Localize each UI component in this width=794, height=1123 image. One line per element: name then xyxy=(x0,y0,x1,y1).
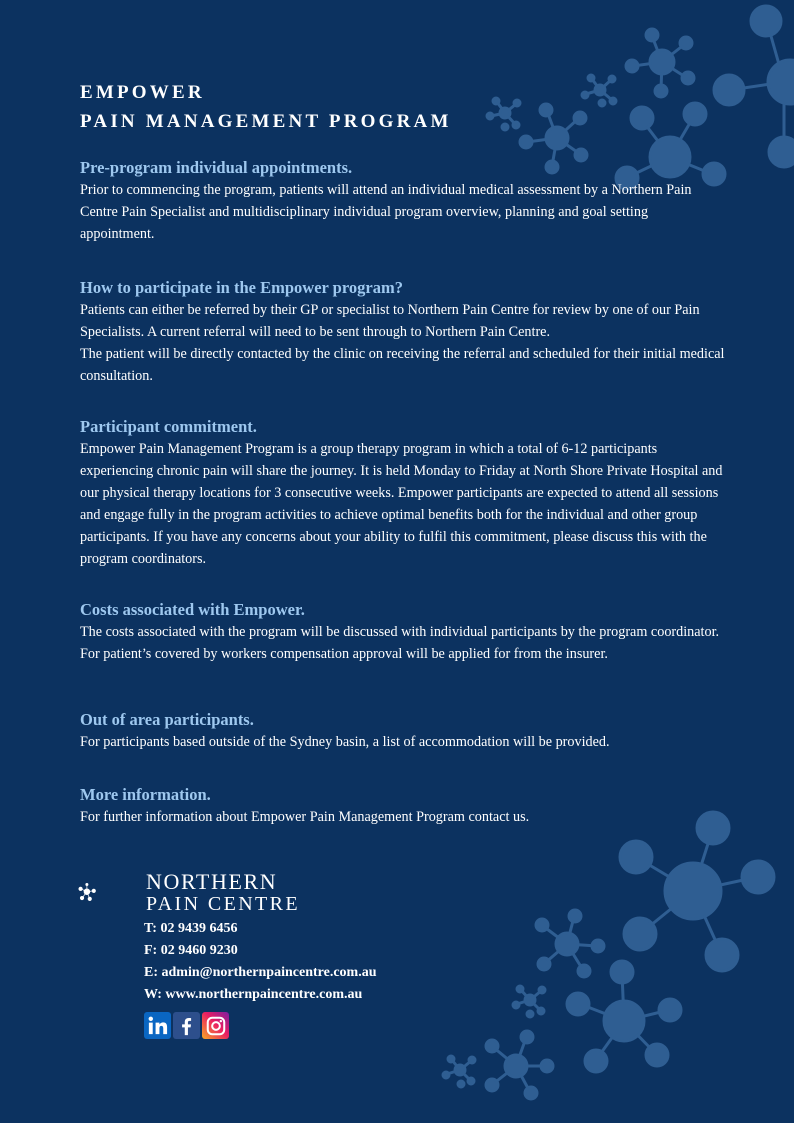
facebook-icon[interactable] xyxy=(173,1012,200,1039)
section-heading: Pre-program individual appointments. xyxy=(80,158,353,177)
section-heading: More information. xyxy=(80,785,211,804)
page-title xyxy=(80,78,452,136)
linkedin-icon[interactable] xyxy=(144,1012,171,1039)
section-text: The costs associated with the program will be discussed with individual participants by the program coordinator. For patient’s covered by workers compensation approval will be applied for from the insurer. xyxy=(80,624,720,662)
section-pre-program xyxy=(80,157,725,245)
fax-number: F: 02 9460 9230 xyxy=(144,943,238,958)
logo-line-1: NORTHERN xyxy=(146,869,278,894)
section-how-to-participate xyxy=(80,277,728,387)
title-line-1: EMPOWER xyxy=(80,82,205,103)
section-text: Patients can either be referred by their GP or specialist to Northern Pain Centre for review by one of our Pain Specialists. A current referral will need to be sent through to Northern Pain Centre. xyxy=(80,302,700,340)
section-text: For participants based outside of the Sydney basin, a list of accommodation will be provided. xyxy=(80,734,610,750)
section-text: Empower Pain Management Program is a group therapy program in which a total of 6-12 participants experiencing chronic pain will share the journey. It is held Monday to Friday at North Shore Private Hospital and our physical therapy locations for 3 consecutive weeks. Empower participants are expected to attend all sessions and engage fully in the program activities to achieve optimal benefits both for the individual and other group participants. If you have any concerns about your ability to fulfil this commitment, please discuss this with the program coordinators. xyxy=(80,441,723,567)
title-line-2: PAIN MANAGEMENT PROGRAM xyxy=(80,111,452,132)
instagram-icon[interactable] xyxy=(202,1012,229,1039)
logo-wordmark xyxy=(146,871,300,915)
logo-line-2: PAIN CENTRE xyxy=(146,893,301,915)
website-link[interactable]: W: www.northernpaincentre.com.au xyxy=(144,987,363,1002)
section-heading: Out of area participants. xyxy=(80,710,254,729)
section-text: The patient will be directly contacted by the clinic on receiving the referral and scheduled for their initial medical consultation. xyxy=(80,346,725,384)
section-heading: How to participate in the Empower program? xyxy=(80,278,403,297)
section-costs xyxy=(80,599,725,665)
section-participant-commitment xyxy=(80,416,725,570)
section-heading: Participant commitment. xyxy=(80,417,257,436)
social-links xyxy=(144,1012,229,1039)
section-text: Prior to commencing the program, patients will attend an individual medical assessment by a Northern Pain Centre Pain Specialist and multidisciplinary individual program overview, planning and goal setting appointment. xyxy=(80,182,692,242)
section-heading: Costs associated with Empower. xyxy=(80,600,305,619)
contact-details xyxy=(144,918,376,1006)
northern-pain-centre-logo-icon xyxy=(78,860,144,924)
phone-number: T: 02 9439 6456 xyxy=(144,921,238,936)
section-text: For further information about Empower Pain Management Program contact us. xyxy=(80,809,530,825)
section-out-of-area xyxy=(80,709,725,753)
section-more-information xyxy=(80,784,725,828)
email-address[interactable]: E: admin@northernpaincentre.com.au xyxy=(144,965,377,980)
